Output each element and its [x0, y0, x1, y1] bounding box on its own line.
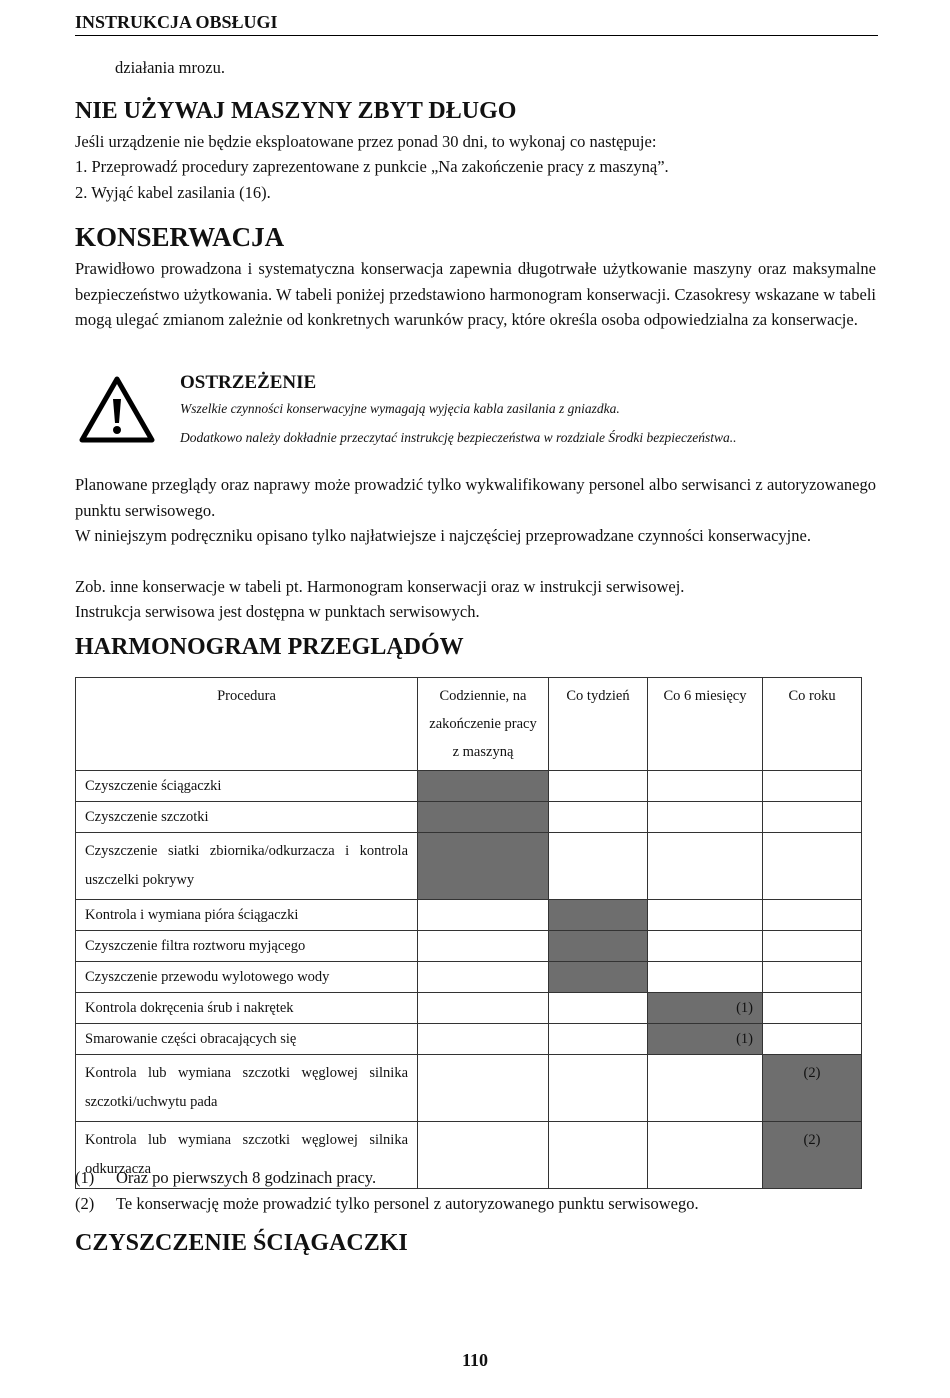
empty-cell [648, 771, 763, 802]
section-title-schedule: HARMONOGRAM PRZEGLĄDÓW [75, 634, 464, 660]
footnote-text: Oraz po pierwszych 8 godzinach pracy. [116, 1168, 377, 1187]
procedure-cell: Kontrola dokręcenia śrub i nakrętek [76, 993, 418, 1024]
intro-line: działania mrozu. [115, 58, 225, 77]
paragraph: W niniejszym podręczniku opisano tylko najłatwiejsze i najczęściej przeprowadzane czynności konserwacyjne. [75, 526, 811, 545]
footnote-text: Te konserwację może prowadzić tylko personel z autoryzowanego punktu serwisowego. [116, 1194, 699, 1213]
section1-line: 1. Przeprowadź procedury zaprezentowane z punkcie „Na zakończenie pracy z maszyną”. [75, 157, 669, 176]
procedure-cell: Kontrola lub wymiana szczotki węglowej silnika szczotki/uchwytu pada [76, 1055, 418, 1122]
column-header: Procedura [76, 678, 418, 771]
empty-cell [763, 771, 862, 802]
scheduled-cell: (2) [763, 1122, 862, 1189]
section1-line: Jeśli urządzenie nie będzie eksploatowane przez ponad 30 dni, to wykonaj co następuje: [75, 132, 657, 151]
scheduled-cell: (2) [763, 1055, 862, 1122]
warning-line: Wszelkie czynności konserwacyjne wymagają wyjęcia kabla zasilania z gniazdka. [180, 401, 620, 416]
maintenance-schedule-table [75, 677, 862, 1189]
footnote-2 [75, 1194, 699, 1214]
page-number: 110 [461, 1350, 488, 1370]
empty-cell [549, 1055, 648, 1122]
empty-cell [763, 833, 862, 900]
empty-cell [648, 962, 763, 993]
maintenance-paragraph: Prawidłowo prowadzona i systematyczna konserwacja zapewnia długotrwałe użytkowanie maszyny oraz maksymalne bezpieczeństwo użytkowania. W tabeli poniżej przedstawiono harmonogram konserwacji. Czasokresy wskazane w tabeli mogą ulegać zmianom zależnie od konkretnych warunków pracy, które określa osoba odpowiedzialna za konserwacje. [75, 259, 876, 329]
section-title-squeegee-cleaning: CZYSZCZENIE ŚCIĄGACZKI [75, 1230, 408, 1256]
empty-cell [418, 931, 549, 962]
table-row [76, 931, 862, 962]
empty-cell [418, 1122, 549, 1189]
empty-cell [549, 993, 648, 1024]
empty-cell [648, 802, 763, 833]
footnote-mark: (2) [75, 1194, 95, 1213]
scheduled-cell [549, 931, 648, 962]
empty-cell [549, 771, 648, 802]
table-row [76, 962, 862, 993]
table-row [76, 833, 862, 900]
empty-cell [763, 900, 862, 931]
warning-title: OSTRZEŻENIE [180, 372, 317, 393]
table-row [76, 993, 862, 1024]
scheduled-cell [418, 833, 549, 900]
empty-cell [648, 1055, 763, 1122]
column-header: Co 6 miesięcy [648, 678, 763, 771]
scheduled-cell [549, 900, 648, 931]
running-header: INSTRUKCJA OBSŁUGI [75, 12, 878, 36]
footnote-1 [75, 1168, 376, 1188]
column-header: Codziennie, na zakończenie pracy z maszyną [418, 678, 549, 771]
table-row [76, 802, 862, 833]
empty-cell [549, 833, 648, 900]
empty-cell [648, 1122, 763, 1189]
procedure-cell: Kontrola lub wymiana szczotki węglowej silnika odkurzacza [76, 1122, 418, 1189]
empty-cell [763, 962, 862, 993]
table-row [76, 1055, 862, 1122]
empty-cell [549, 1122, 648, 1189]
procedure-cell: Kontrola i wymiana pióra ściągaczki [76, 900, 418, 931]
section-title-maintenance: KONSERWACJA [75, 222, 285, 252]
empty-cell [418, 1024, 549, 1055]
section1-line: 2. Wyjąć kabel zasilania (16). [75, 183, 271, 202]
empty-cell [418, 900, 549, 931]
warning-triangle-icon [79, 375, 155, 443]
procedure-cell: Czyszczenie szczotki [76, 802, 418, 833]
warning-line: Dodatkowo należy dokładnie przeczytać instrukcję bezpieczeństwa w rozdziale Środki bezpieczeństwa.. [180, 430, 737, 445]
table-row [76, 1024, 862, 1055]
empty-cell [763, 1024, 862, 1055]
column-header: Co roku [763, 678, 862, 771]
column-header: Co tydzień [549, 678, 648, 771]
scheduled-cell: (1) [648, 993, 763, 1024]
empty-cell [648, 931, 763, 962]
empty-cell [418, 993, 549, 1024]
table-row [76, 900, 862, 931]
empty-cell [763, 993, 862, 1024]
empty-cell [418, 1055, 549, 1122]
empty-cell [549, 802, 648, 833]
procedure-cell: Czyszczenie filtra roztworu myjącego [76, 931, 418, 962]
empty-cell [763, 802, 862, 833]
paragraph: Planowane przeglądy oraz naprawy może prowadzić tylko wykwalifikowany personel albo serwisanci z autoryzowanego punktu serwisowego. [75, 475, 876, 520]
table-header-row [76, 678, 862, 771]
paragraph: Instrukcja serwisowa jest dostępna w punktach serwisowych. [75, 602, 480, 621]
scheduled-cell: (1) [648, 1024, 763, 1055]
empty-cell [648, 833, 763, 900]
empty-cell [549, 1024, 648, 1055]
procedure-cell: Czyszczenie przewodu wylotowego wody [76, 962, 418, 993]
scheduled-cell [418, 771, 549, 802]
paragraph: Zob. inne konserwacje w tabeli pt. Harmonogram konserwacji oraz w instrukcji serwisowej. [75, 577, 685, 596]
procedure-cell: Czyszczenie ściągaczki [76, 771, 418, 802]
empty-cell [418, 962, 549, 993]
footnote-mark: (1) [75, 1168, 95, 1187]
procedure-cell: Czyszczenie siatki zbiornika/odkurzacza i kontrola uszczelki pokrywy [76, 833, 418, 900]
empty-cell [763, 931, 862, 962]
empty-cell [648, 900, 763, 931]
scheduled-cell [418, 802, 549, 833]
table-row [76, 771, 862, 802]
section-title-long-idle: NIE UŻYWAJ MASZYNY ZBYT DŁUGO [75, 98, 517, 124]
scheduled-cell [549, 962, 648, 993]
procedure-cell: Smarowanie części obracających się [76, 1024, 418, 1055]
